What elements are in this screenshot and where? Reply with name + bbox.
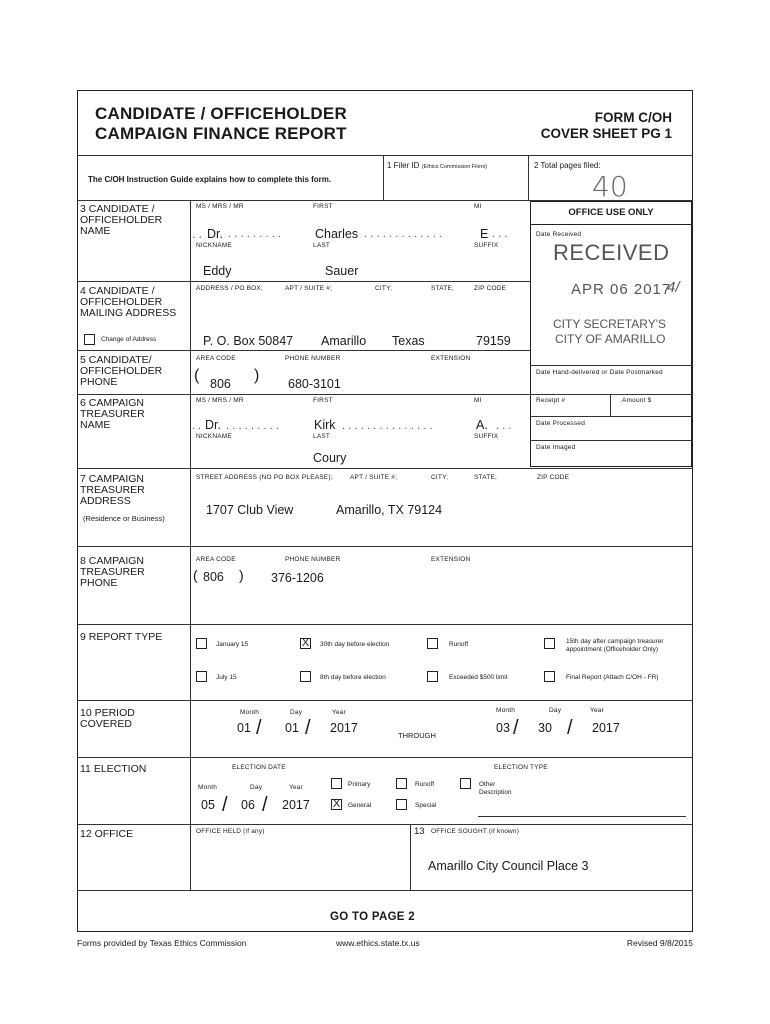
s3-name-row [192,227,205,241]
s3-suffix-label: SUFFIX [474,242,499,249]
s4-address-value: P. O. Box 50847 [203,334,294,348]
form-code: FORM C/OH [594,110,672,125]
s7-apt-label: APT / SUITE #; [350,474,398,481]
section-8-title: 8 CAMPAIGN TREASURER PHONE [80,555,145,589]
s10-to-day-label: Day [549,707,562,714]
total-pages-label: 2 Total pages filed: [534,161,601,170]
s3-prefix-value: Dr. [207,227,223,241]
date-separator: / [567,717,573,739]
day-15-checkbox[interactable] [544,638,555,649]
primary-checkbox[interactable] [331,778,342,789]
s4-state-label: STATE; [431,285,454,292]
amount-label: Amount $ [622,397,652,404]
s8-area-value: 806 [203,570,224,584]
change-of-address-label: Change of Address [101,336,157,343]
paren-open: ( [194,367,200,384]
divider [77,394,530,395]
s3-mi-label: MI [474,203,482,210]
s6-prefix-value: Dr. [205,418,221,432]
filer-id-sublabel: (Ethics Commission Filers) [421,164,488,170]
other-election-checkbox[interactable] [460,778,471,789]
divider [77,624,693,625]
divider [528,155,529,201]
section-3-title: 3 CANDIDATE / OFFICEHOLDER NAME [80,203,163,237]
stamp-initials: 4/ [667,279,683,296]
runoff-election-label: Runoff [415,781,435,788]
date-separator: / [256,717,262,739]
s5-ext-label: EXTENSION [431,355,471,362]
divider [530,394,692,395]
s8-phone-label: PHONE NUMBER [285,556,341,563]
s5-phone-value: 680-3101 [288,377,341,391]
section-5-title: 5 CANDIDATE/ OFFICEHOLDER PHONE [80,354,163,388]
exceeded-limit-label: Exceeded $500 limit [449,674,508,681]
s3-prefix-label: MS / MRS / MR [196,203,244,210]
day-30-label: 30th day before election [320,641,390,648]
total-pages-value: 40 [592,170,628,203]
section-9-title: 9 REPORT TYPE [80,631,163,643]
runoff-election-checkbox[interactable] [396,778,407,789]
stamp-city-line2: CITY OF AMARILLO [555,332,666,346]
section-7-title: 7 CAMPAIGN TREASURER ADDRESS [80,473,145,507]
s10-year-label: Year [332,709,346,716]
final-report-label: Final Report (Attach C/OH - FR) [566,674,659,681]
s5-phone-label: PHONE NUMBER [285,355,341,362]
s7-street-label: STREET ADDRESS (NO PO BOX PLEASE); [196,474,333,481]
divider [77,824,693,825]
office-sought-label: OFFICE SOUGHT (if known) [431,828,520,835]
date-separator: / [222,794,228,816]
s10-to-day: 30 [538,721,552,735]
s8-ext-label: EXTENSION [431,556,471,563]
filer-id-label-text: 1 Filer ID [387,161,420,170]
change-of-address-checkbox[interactable] [84,334,95,345]
s10-day-label: Day [290,709,303,716]
s6-last-value: Coury [313,451,347,465]
dots: .. [192,227,205,241]
s7-city-label: CITY; [431,474,449,481]
section-11-title: 11 ELECTION [80,763,147,775]
s3-nickname-label: NICKNAME [196,242,232,249]
s6-mi-label: MI [474,397,482,404]
general-label: General [348,802,372,809]
s4-city-value: Amarillo [321,334,367,348]
s11-month-value: 05 [201,798,215,812]
office-held-label: OFFICE HELD (if any) [196,828,265,835]
through-label: THROUGH [398,731,436,740]
dots: ............... [342,420,436,432]
s6-first-label: FIRST [313,397,333,404]
dots: ......... [226,420,283,432]
s8-area-label: AREA CODE [196,556,236,563]
s4-city-label: CITY; [375,285,393,292]
divider [410,824,411,890]
s6-last-label: LAST [313,433,331,440]
divider [530,416,692,417]
primary-label: Primary [348,781,371,788]
s4-zip-label: ZIP CODE [474,285,507,292]
exceeded-limit-checkbox[interactable] [427,671,438,682]
s7-state-label: STATE; [474,474,497,481]
dots: ... [496,420,515,432]
divider [383,155,384,201]
divider [530,365,692,366]
s6-nickname-label: NICKNAME [196,433,232,440]
day-8-label: 8th day before election [320,674,386,681]
s11-year-label: Year [289,784,303,791]
divider [530,440,692,441]
footer-revised: Revised 9/8/2015 [626,938,693,948]
divider [77,546,693,547]
s10-from-year: 2017 [330,721,358,735]
january-15-label: January 15 [216,641,249,648]
day-30-checkbox[interactable]: X [301,637,310,649]
imaged-label: Date Imaged [536,444,576,451]
day-15-label: 15th day after campaign treasurer appointment (Officeholder Only) [566,638,664,653]
s10-to-month-label: Month [496,707,516,714]
s4-address-label: ADDRESS / PO BOX; [196,285,263,292]
date-separator: / [513,717,519,739]
s6-mi-value: A. [476,418,488,432]
july-15-checkbox[interactable] [196,671,207,682]
s4-state-value: Texas [392,334,425,348]
s6-prefix-label: MS / MRS / MR [196,397,244,404]
final-report-checkbox[interactable] [544,671,555,682]
go-to-page-2: GO TO PAGE 2 [330,911,415,923]
dots: .. [192,420,205,432]
s11-day-value: 06 [241,798,255,812]
s4-apt-label: APT / SUITE #; [285,285,333,292]
divider [77,757,693,758]
office-sought-value: Amarillo City Council Place 3 [428,859,589,873]
january-15-checkbox[interactable] [196,638,207,649]
july-15-label: July 15 [216,674,237,681]
s3-first-value: Charles [315,227,359,241]
form-page: COVER SHEET PG 1 [540,126,672,141]
processed-label: Date Processed [536,420,586,427]
section-4-title: 4 CANDIDATE / OFFICEHOLDER MAILING ADDRESS [80,285,177,319]
s10-month-label: Month [240,709,260,716]
s11-month-label: Month [198,784,218,791]
runoff-label: Runoff [449,641,469,648]
form-title-line1: CANDIDATE / OFFICEHOLDER [95,104,347,123]
s7-street-value: 1707 Club View [206,503,294,517]
paren-close: ) [239,567,244,583]
form-title-line2: CAMPAIGN FINANCE REPORT [95,124,347,143]
divider [77,700,693,701]
s11-date-label: ELECTION DATE [232,764,286,771]
paren-close: ) [254,367,260,384]
s10-from-day: 01 [285,721,299,735]
s3-nickname-value: Eddy [203,264,232,278]
s3-last-label: LAST [313,242,331,249]
s3-mi-value: E [480,227,489,241]
s3-last-value: Sauer [325,264,359,278]
footer-website[interactable]: www.ethics.state.tx.us [336,938,420,948]
day-8-checkbox[interactable] [300,671,311,682]
divider [77,890,693,891]
dots: ... [492,228,511,240]
general-checkbox[interactable]: X [332,798,341,810]
s10-from-month: 01 [237,721,251,735]
divider [610,394,611,416]
receipt-label: Receipt # [536,397,566,404]
paren-open: ( [193,567,198,583]
received-stamp: RECEIVED [553,240,670,265]
divider [190,200,191,890]
instruction-text: The C/OH Instruction Guide explains how to complete this form. [88,175,332,184]
filer-id-label [387,161,487,170]
s10-to-year: 2017 [592,721,620,735]
date-separator: / [305,717,311,739]
s8-phone-value: 376-1206 [271,571,324,585]
section-12-title: 12 OFFICE [80,828,134,840]
dots: ............. [364,228,446,240]
s11-day-label: Day [250,784,263,791]
s6-first-value: Kirk [314,418,336,432]
other-description-line [478,816,686,817]
date-received-label: Date Received [536,231,582,238]
divider [77,468,693,469]
section-13-title: 13 [414,826,425,837]
s3-first-label: FIRST [313,203,333,210]
s11-type-label: ELECTION TYPE [494,764,548,771]
s5-area-label: AREA CODE [196,355,236,362]
s7-city-state-zip-value: Amarillo, TX 79124 [336,503,443,517]
date-separator: / [262,794,268,816]
office-use-title: OFFICE USE ONLY [530,201,692,225]
s10-to-year-label: Year [590,707,604,714]
s7-sub-label: (Residence or Business) [83,514,165,523]
s11-year-value: 2017 [282,798,310,812]
section-6-title: 6 CAMPAIGN TREASURER NAME [80,397,145,431]
hand-delivered-label: Date Hand-delivered or Date Postmarked [536,369,663,376]
s5-area-value: 806 [210,377,231,391]
s6-suffix-label: SUFFIX [474,433,499,440]
special-label: Special [415,802,437,809]
footer-provider: Forms provided by Texas Ethics Commission [77,938,247,948]
runoff-checkbox[interactable] [427,638,438,649]
divider [77,350,530,351]
divider [77,155,693,156]
s7-zip-label: ZIP CODE [537,474,570,481]
dots: ......... [228,228,285,240]
s10-to-month: 03 [496,721,510,735]
s4-zip-value: 79159 [476,334,511,348]
special-checkbox[interactable] [396,799,407,810]
stamp-city-line1: CITY SECRETARY'S [553,317,666,331]
section-10-title: 10 PERIOD COVERED [80,707,135,730]
stamp-date: APR 06 2017 [571,281,672,298]
divider [77,281,530,282]
other-election-label: Other Description [479,781,512,796]
